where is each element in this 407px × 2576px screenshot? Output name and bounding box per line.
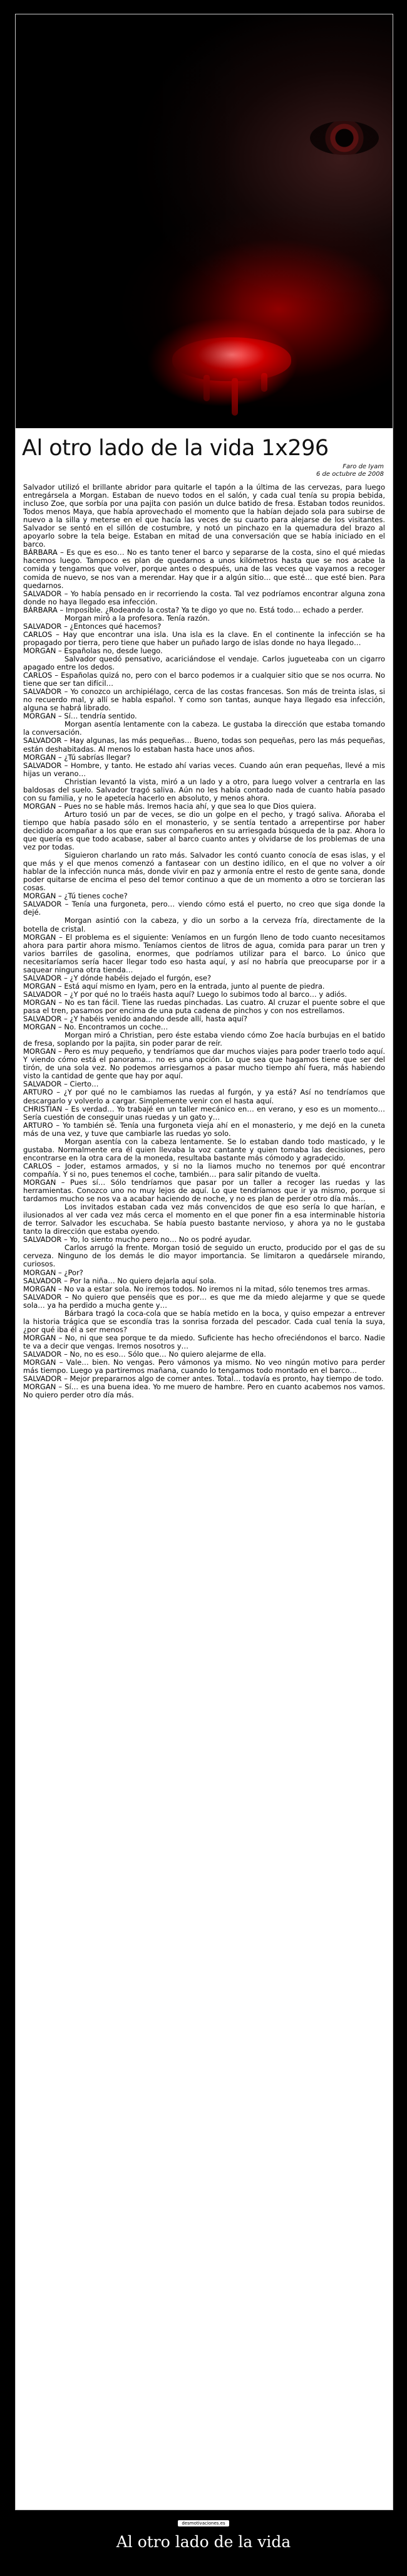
story-paragraph: Salvador quedó pensativo, acariciándose el vendaje. Carlos jugueteaba con un cigarro apagado entre los dedos.: [23, 654, 385, 672]
story-paragraph: MORGAN – Pues sí… Sólo tendríamos que pasar por un taller a recoger las ruedas y las herramientas. Conozco uno no muy lejos de aquí. Lo que tendríamos que ir ya mismo, porque si tardamos mucho se nos va a acabar haciendo de noche, y no es plan de perder otro día más…: [23, 1177, 385, 1204]
story-paragraph: SALVADOR – Por la niña… No quiero dejarla aquí sola.: [23, 1276, 217, 1285]
story-paragraph: SALVADOR – Tenía una furgoneta, pero… viendo cómo está el puerto, no creo que siga donde la dejé.: [23, 900, 385, 917]
story-paragraph: MORGAN – Pero es muy pequeño, y tendríamos que dar muchos viajes para poder traerlo todo aquí. Y viendo cómo está el panorama… no es una opción. Lo que sea que hagamos tiene que ser del tirón, de una sola vez. No podemos arriesgarnos a pasar mucho tiempo ahí fuera, más habiendo visto la cantidad de gente que hay por aquí.: [23, 1047, 385, 1081]
site-credit-label[interactable]: desmotivaciones.es: [178, 2520, 229, 2526]
story-paragraph: SALVADOR – No, no es eso… Sólo que… No quiero alejarme de ella.: [23, 1349, 266, 1359]
story-paragraph: MORGAN – ¿Por?: [23, 1268, 83, 1277]
story-paragraph: SALVADOR – ¿Y por qué no lo traéis hasta aquí? Luego lo subimos todo al barco… y adiós.: [23, 989, 348, 999]
story-paragraph: MORGAN – No va a estar sola. No iremos todos. No iremos ni la mitad, sólo tenemos tres armas.: [23, 1284, 371, 1293]
story-paragraph: MORGAN – No es tan fácil. Tiene las ruedas pinchadas. Las cuatro. Al cruzar el puente sobre el que pasa el tren, pasamos por encima de una puta cadena de pinchos y con nos estrellamos.: [23, 997, 385, 1015]
story-paragraph: Christian levantó la vista, miró a un lado y a otro, para luego volver a centrarla en las baldosas del suelo. Salvador tragó saliva. Aún no les había contado nada de cuanto había pasado con su familia, y no le apetecía hacerlo en absoluto, y menos ahora.: [23, 777, 385, 802]
story-paragraph: MORGAN – ¿Tú sabrías llegar?: [23, 752, 131, 762]
story-paragraph: Morgan miró a la profesora. Tenía razón.: [64, 613, 210, 623]
story-paragraph: Morgan asintió con la cabeza, y dio un sorbo a la cerveza fría, directamente de la botella de cristal.: [23, 916, 385, 933]
story-paragraph: SALVADOR – ¿Y habéis venido andando desde allí, hasta aquí?: [23, 1014, 247, 1024]
hero-image: [16, 14, 393, 428]
site-credit: [0, 2515, 407, 2527]
story-paragraph: Carlos arrugó la frente. Morgan tosió de seguido un eructo, producido por el gas de su cerveza. Ninguno de los demás le dio mayor importancia. Se limitaron a quedársele mirando, curiosos.: [23, 1243, 385, 1269]
story-paragraph: CARLOS – Españolas quizá no, pero con el barco podemos ir a cualquier sitio que se nos ocurra. No tiene que ser tan difícil…: [23, 671, 385, 688]
story-paragraph: MORGAN – Pues no se hable más. Iremos hacia ahí, y que sea lo que Dios quiera.: [23, 801, 316, 811]
story-paragraph: SALVADOR – Yo conozco un archipiélago, cerca de las costas francesas. Son más de treinta islas, si no recuerdo mal, y allí se habla español. Y como son tantas, aunque haya llegado esa infección, alguna se habrá librado.: [23, 687, 385, 713]
post-title: Al otro lado de la vida 1x296: [22, 436, 329, 461]
poster-frame: [15, 14, 393, 2510]
hero-shadow-overlay: [16, 14, 393, 428]
story-paragraph: MORGAN – Vale… bien. No vengas. Pero vámonos ya mismo. No veo ningún motivo para perder más tiempo. Luego ya partiremos mañana, cuando lo tengamos todo montado en el barco…: [23, 1358, 385, 1375]
story-paragraph: BÁRBARA – Imposible. ¿Rodeando la costa? Ya te digo yo que no. Está todo… echado a perder.: [23, 605, 364, 614]
author-name: Faro de Iyam: [343, 463, 384, 470]
story-paragraph: CARLOS – Hay que encontrar una isla. Una isla es la clave. En el continente la infección se ha propagado por tierra, pero tiene que haber un puñado largo de islas donde no haya llegado…: [23, 629, 385, 647]
story-paragraph: Morgan asentía lentamente con la cabeza. Le gustaba la dirección que estaba tomando la conversación.: [23, 720, 385, 737]
story-paragraph: ARTURO – Yo también sé. Tenía una furgoneta vieja ahí en el monasterio, y me dejó en la cuneta más de una vez, y tuve que cambiarle las ruedas yo solo.: [23, 1120, 385, 1138]
story-paragraph: Siguieron charlando un rato más. Salvador les contó cuanto conocía de esas islas, y el que más y el que menos comenzó a fantasear con un destino idílico, en el que no volver a oír hablar de la infección nunca más, donde vivir en paz y armonía entre el resto de gente sana, donde poder quitarse de encima el peso del temor continuo a que de un momento a otro se torcieran las cosas.: [23, 851, 385, 893]
story-paragraph: Morgan miró a Christian, pero éste estaba viendo cómo Zoe hacía burbujas en el batido de fresa, soplando por la pajita, sin poder parar de reír.: [23, 1031, 385, 1048]
story-paragraph: Morgan asentía con la cabeza lentamente. Se lo estaban dando todo masticado, y le gustaba. Normalmente era él quien llevaba la voz cantante y quien tomaba las decisiones, pero encontrarse en la otra cara de la moneda, resultaba bastante más cómodo y agradecido.: [23, 1137, 385, 1162]
story-paragraph: CARLOS – Joder, estamos armados, y si no la liamos mucho no tenemos por qué encontrar compañía. Y si no, pues tenemos el coche, también… para salir pitando de vuelta.: [23, 1161, 385, 1179]
story-paragraph: CHRISTIAN – Es verdad… Yo trabajé en un taller mecánico en… en verano, y eso es un momento… Sería cuestión de conseguir unas ruedas y un gato y…: [23, 1104, 385, 1122]
story-paragraph: Los invitados estaban cada vez más convencidos de que eso sería lo que harían, e ilusionados al ver cada vez más cerca el momento en el que poner fin a esa interminable historia de terror. Salvador les escuchaba. Se había puesto bastante nervioso, y ahora ya no le gustaba tanto la dirección que estaba oyendo.: [23, 1202, 385, 1236]
story-paragraph: SALVADOR – ¿Entonces qué hacemos?: [23, 621, 162, 631]
poster-caption: Al otro lado de la vida: [116, 2533, 291, 2551]
story-paragraph: SALVADOR – Hombre, y tanto. He estado ahí varias veces. Cuando aún eran pequeñas, llevé a mis hijas un verano…: [23, 760, 385, 778]
story-paragraph: SALVADOR – ¿Y dónde habéis dejado el furgón, ese?: [23, 973, 212, 982]
story-paragraph: SALVADOR – Yo había pensado en ir recorriendo la costa. Tal vez podríamos encontrar alguna zona donde no haya llegado esa infección.: [23, 589, 385, 606]
story-paragraph: MORGAN – ¿Tú tienes coche?: [23, 891, 128, 901]
post-date: 6 de octubre de 2008: [316, 471, 384, 478]
story-paragraph: MORGAN – No, ni que sea porque te da miedo. Suficiente has hecho ofreciéndonos el barco. Nadie te va a decir que vengas. Iremos nosotros y…: [23, 1333, 385, 1350]
story-paragraph: SALVADOR – Cierto…: [23, 1080, 99, 1089]
story-paragraph: MORGAN – Está aquí mismo en Iyam, pero en la entrada, junto al puente de piedra.: [23, 981, 325, 991]
story-paragraph: ARTURO – ¿Y por qué no le cambiamos las ruedas al furgón, y ya está? Así no tendríamos que descargarlo y volverlo a cargar. Simplemente venir con el hasta aquí.: [23, 1088, 385, 1105]
story-paragraph: BÁRBARA – Es que es eso… No es tanto tener el barco y separarse de la costa, sino el qué miedas hacemos luego. Tampoco es plan de quedarnos a unos kilómetros hasta que se nos acabe la comida y tengamos que volver, porque antes o después, una de las veces que vayamos a recoger comida de nuevo, se nos van a merendar. Hay que ir a algún sitio… que esté… que esté bien. Para quedarnos.: [23, 548, 385, 590]
story-paragraph: MORGAN – Sí… es una buena idea. Yo me muero de hambre. Pero en cuanto acabemos nos vamos. No quiero perder otro día más.: [23, 1382, 385, 1400]
story-paragraph: SALVADOR – No quiero que penséis que es por… es que me da miedo alejarme y que se quede sola… ya ha perdido a mucha gente y…: [23, 1292, 385, 1310]
story-paragraph: Arturo tosió un par de veces, se dio un golpe en el pecho, y tragó saliva. Añoraba el tiempo que había pasado sólo en el monasterio, y se sentía tentado a arrepentirse por haber decidido acompañar a los que eran sus compañeros en su arriesgada búsqueda de la paz. Ahora lo que quería es que todo acabase, saber al barco cuanto antes y olvidarse de los problemas de una vez por todas.: [23, 809, 385, 852]
story-body: [23, 483, 385, 1399]
story-paragraph: SALVADOR – Yo, lo siento mucho pero no… No os podré ayudar.: [23, 1235, 252, 1244]
story-paragraph: Salvador utilizó el brillante abridor para quitarle el tapón a la última de las cervezas, para luego entregársela a Morgan. Estaban de nuevo todos en el salón, y cada cual tenía su propia bebida, incluso Zoe, que sorbía por una pajita con pasión un dulce batido de fresa. Estaban todos reunidos. Todos menos Maya, que había aprovechado el momento que la habían dejado sola para subirse de nuevo a la silla y meterse en el que hacía las veces de su cuarto para alejarse de los visitantes. Salvador se sentó en el sillón de costumbre, y notó un pinchazo en la quemadura del brazo al apoyarlo sobre la tela beige. Estaban en mitad de una conversación que se había iniciado en el barco.: [23, 483, 385, 549]
byline: [316, 463, 384, 478]
story-paragraph: MORGAN – El problema es el siguiente: Veníamos en un furgón lleno de todo cuanto necesitamos ahora para partir ahora mismo. Teníamos cientos de litros de agua, comida para parar un tren y varios barriles de gasolina, enormes, que podríamos utilizar para el barco. Lo único que necesitaríamos sería hacer llegar todo eso hasta aquí, y así no habría que preocuparse por ir a saquear ninguna otra tienda…: [23, 932, 385, 974]
story-paragraph: MORGAN – No. Encontramos un coche…: [23, 1023, 168, 1032]
story-paragraph: Bárbara tragó la coca-cola que se había metido en la boca, y quiso empezar a entrever la historia trágica que se escondía tras la sonrisa forzada del pescador. Cada cual tenía la suya, ¿por qué iba él a ser menos?: [23, 1308, 385, 1334]
story-paragraph: MORGAN – Españolas no, desde luego.: [23, 646, 163, 655]
story-paragraph: SALVADOR – Hay algunas, las más pequeñas… Bueno, todas son pequeñas, pero las más pequeñas, están deshabitadas. Al menos lo estaban hasta hace unos años.: [23, 736, 385, 754]
story-paragraph: MORGAN – Sí… tendría sentido.: [23, 712, 137, 721]
story-paragraph: SALVADOR – Mejor prepararnos algo de comer antes. Total… todavía es pronto, hay tiempo de todo.: [23, 1374, 384, 1384]
